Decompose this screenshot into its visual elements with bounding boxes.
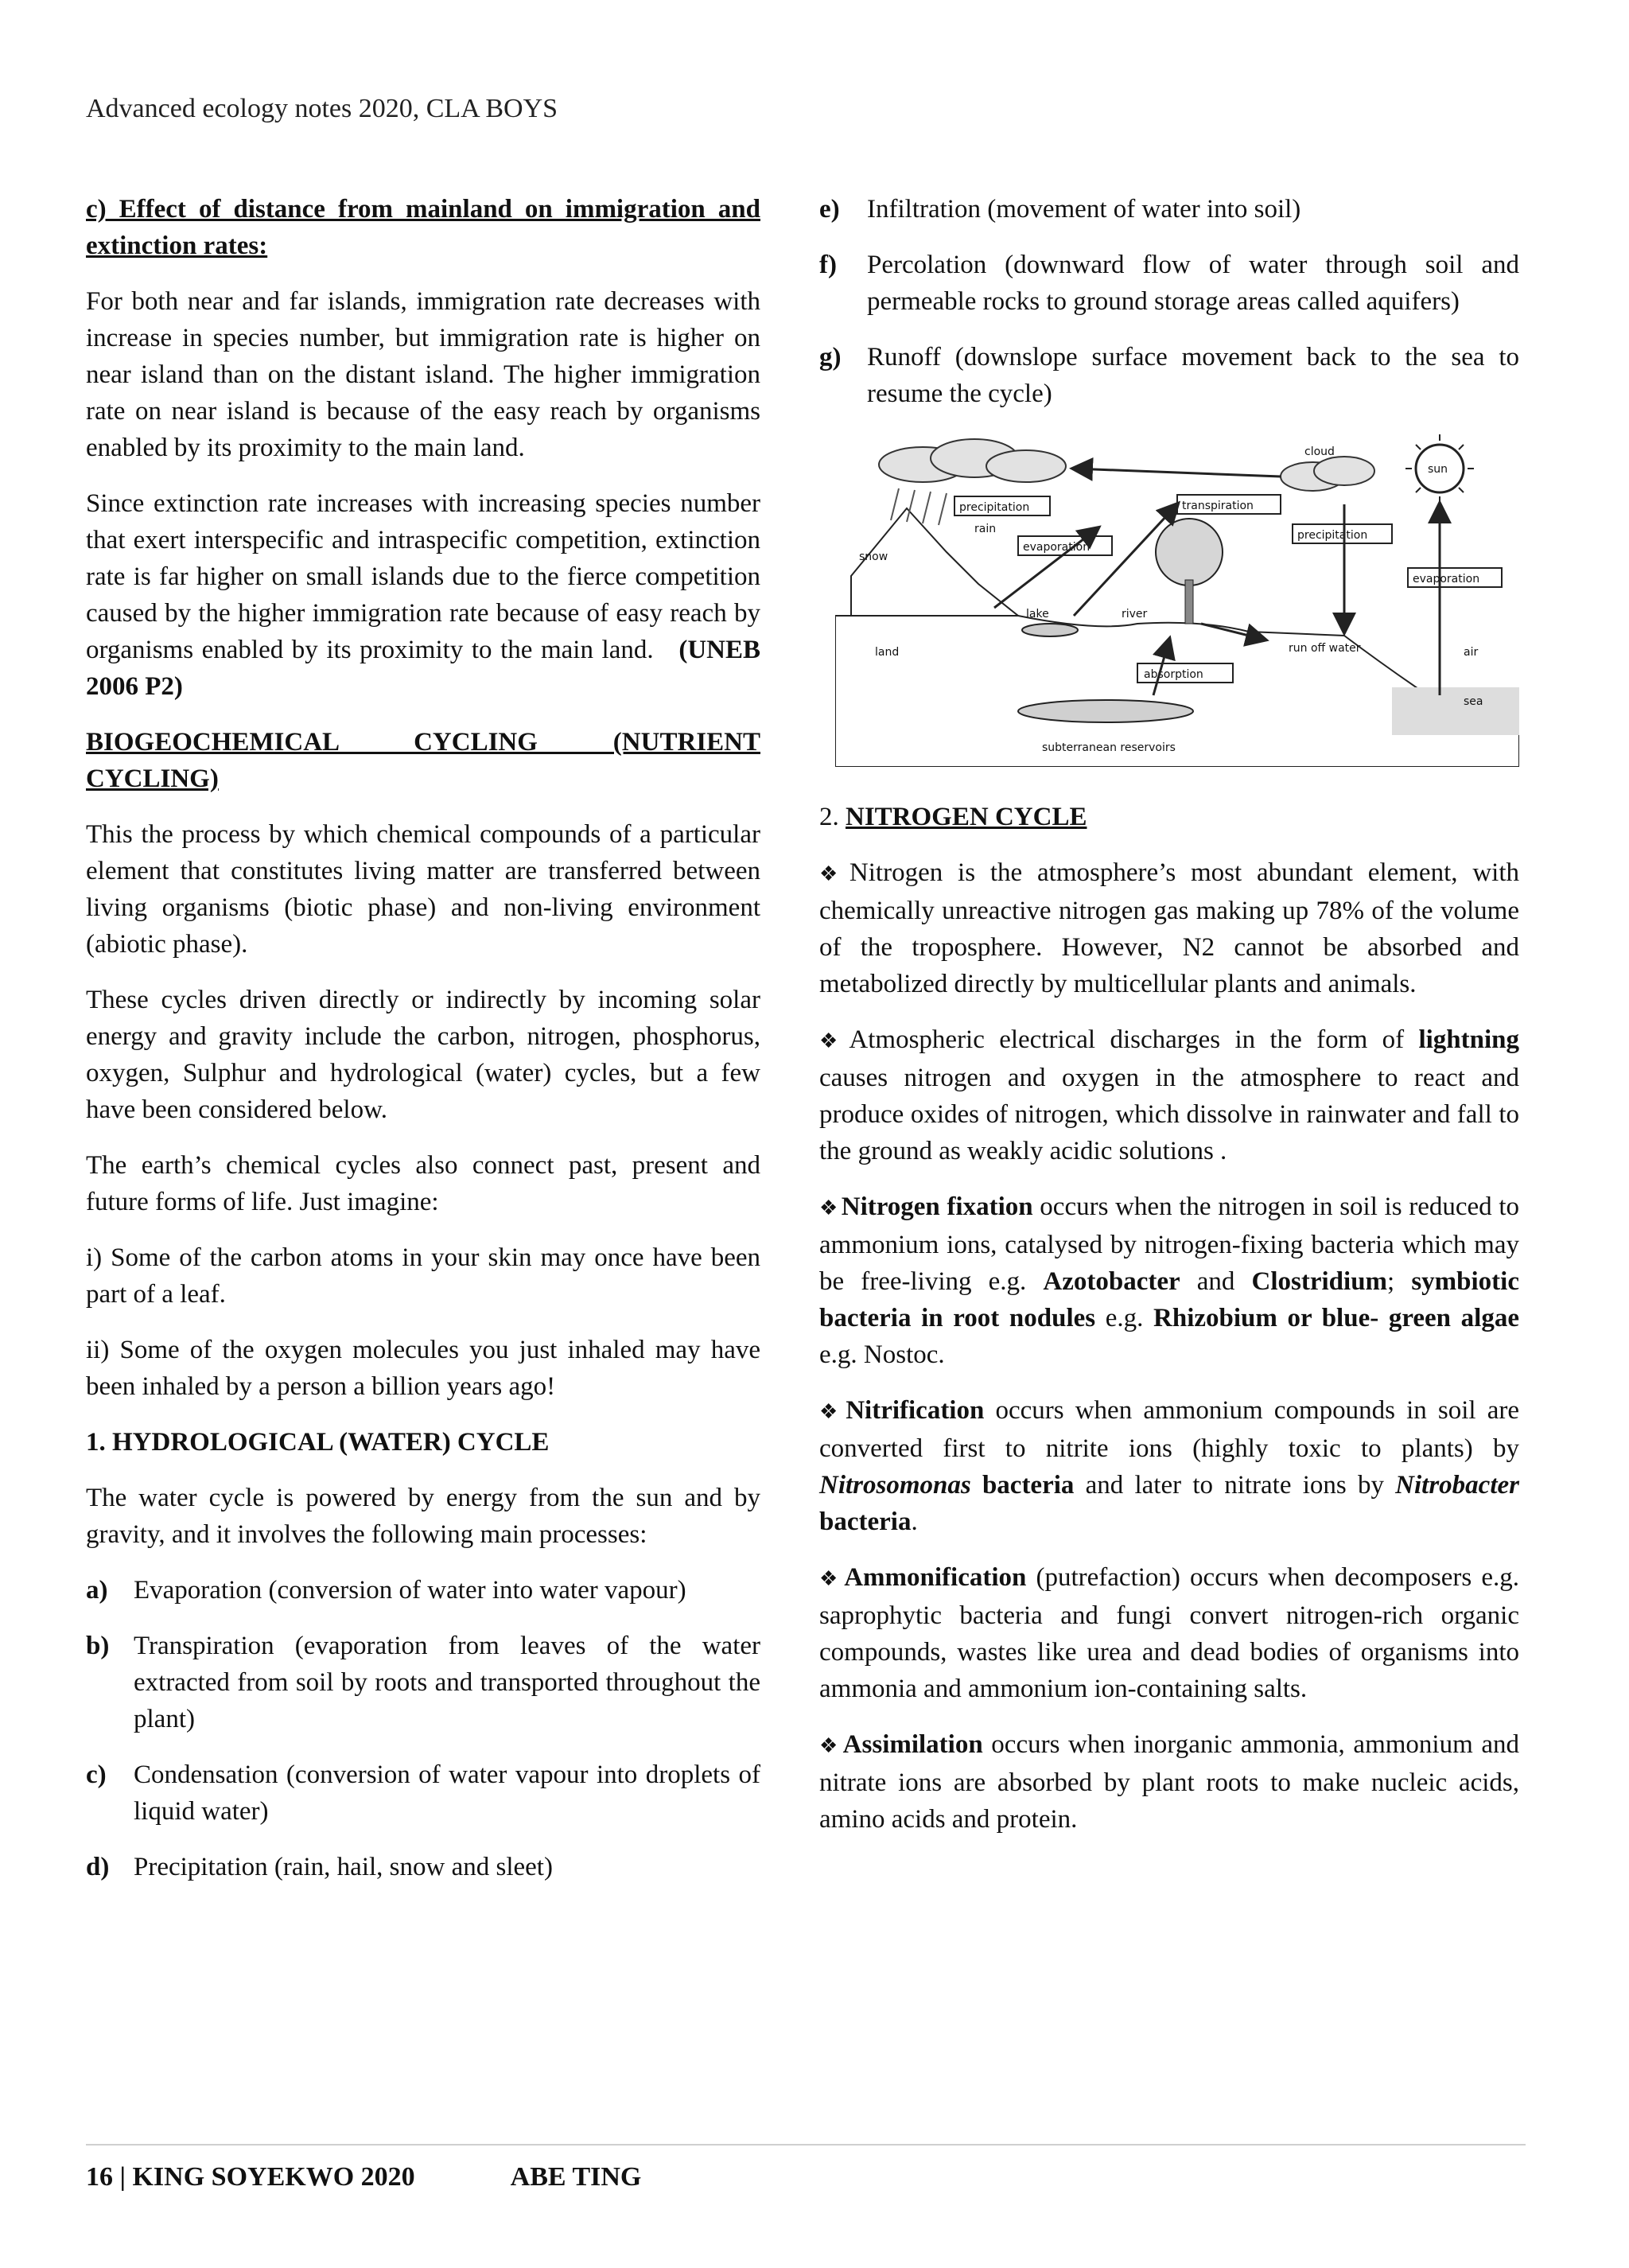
paragraph-oxygen: ii) Some of the oxygen molecules you just inhaled may have been inhaled by a person a billion years ago!: [86, 1336, 760, 1401]
right-column: [819, 191, 1519, 1857]
footer-page-info: 16 | KING SOYEKWO 2020: [86, 2162, 415, 2192]
paragraph-assimilation: [819, 1726, 1519, 1838]
list-text: Infiltration (movement of water into soil): [867, 195, 1301, 224]
fixation-text-h: e.g.: [1095, 1304, 1154, 1332]
uneb-reference: (UNEB 2006 P2): [86, 636, 761, 701]
list-label: g): [819, 343, 842, 372]
label-sun: sun: [1428, 463, 1448, 476]
term-nitrosomonas: Nitrosomonas: [819, 1471, 971, 1500]
label-air: air: [1464, 646, 1479, 659]
list-label: f): [819, 251, 837, 279]
label-land: land: [875, 646, 900, 659]
page-footer: [86, 2162, 641, 2192]
label-run-off-water: run off water: [1289, 642, 1361, 655]
label-cloud: cloud: [1304, 445, 1335, 458]
lake: [1022, 624, 1078, 636]
term-bacteria-1: bacteria: [970, 1471, 1075, 1500]
label-precipitation-right: precipitation: [1297, 529, 1368, 542]
label-absorption: absorption: [1144, 668, 1203, 681]
nitrogen-heading-number: 2.: [819, 803, 846, 831]
term-assimilation: Assimilation: [842, 1730, 983, 1759]
term-nitrification: Nitrification: [846, 1396, 985, 1425]
list-item: [86, 1628, 760, 1737]
lightning-term: lightning: [1418, 1025, 1520, 1054]
list-text: Transpiration (evaporation from leaves of the water extracted from soil by roots and transported throughout the plant): [134, 1632, 760, 1733]
ammonification-text: (putrefaction) occurs when decomposers e.g. saprophytic bacteria and fungi convert nitrogen-rich organic compounds, wastes like urea and dead bodies of organisms into ammonia and ammonium ion-containing salts.: [819, 1563, 1519, 1703]
paragraph-definition: This the process by which chemical compounds of a particular element that constitutes living matter are transferred between living organisms (biotic phase) and non-living environment (abiotic phase).: [86, 820, 760, 959]
assimilation-text: occurs when inorganic ammonia, ammonium and nitrate ions are absorbed by plant roots to make nucleic acids, amino acids and protein.: [819, 1730, 1519, 1834]
paragraph-carbon: i) Some of the carbon atoms in your skin may once have been part of a leaf.: [86, 1243, 760, 1309]
list-text: Runoff (downslope surface movement back to the sea to resume the cycle): [867, 343, 1519, 408]
lightning-text-a: Atmospheric electrical discharges in the form of: [849, 1025, 1419, 1054]
label-evaporation-right: evaporation: [1413, 573, 1480, 585]
paragraph-connect: The earth’s chemical cycles also connect past, present and future forms of life. Just imagine:: [86, 1151, 760, 1216]
list-label: a): [86, 1576, 108, 1605]
paragraph-ammonification: [819, 1559, 1519, 1707]
paragraph-extinction: [86, 485, 760, 705]
list-label: c): [86, 1760, 107, 1789]
label-precipitation-left: precipitation: [959, 501, 1030, 514]
list-item: [819, 339, 1519, 412]
term-ammonification: Ammonification: [844, 1563, 1027, 1592]
nitrification-text-b: occurs when ammonium compounds in soil are converted first to nitrite ions (highly toxic to plants) by: [819, 1396, 1519, 1463]
nitrification-text-e: and later to nitrate ions by: [1074, 1471, 1396, 1500]
section-c-heading: c) Effect of distance from mainland on immigration and extinction rates:: [86, 195, 760, 260]
biogeochemical-heading: BIOGEOCHEMICAL CYCLING (NUTRIENT CYCLING): [86, 728, 760, 793]
label-lake: lake: [1026, 608, 1049, 620]
list-text: Percolation (downward flow of water through soil and permeable rocks to ground storage areas called aquifers): [867, 251, 1519, 316]
list-item: [819, 191, 1519, 228]
paragraph-immigration: For both near and far islands, immigration rate decreases with increase in species number, but immigration rate is higher on near island than on the distant island. The higher immigration rate on near island is because of the easy reach by organisms enabled by its proximity to the main land.: [86, 287, 760, 462]
lightning-text-c: causes nitrogen and oxygen in the atmosphere to react and produce oxides of nitrogen, which dissolve in rainwater and fall to the ground as weakly acidic solutions .: [819, 1064, 1519, 1165]
paragraph-extinction-text: Since extinction rate increases with increasing species number that exert interspecific and intraspecific competition, extinction rate is far higher on small islands due to the fierce competition caused by the higher immigration rate because of easy reach by organisms enabled by its proximity to the main land.: [86, 489, 760, 664]
water-cycle-diagram: [835, 433, 1519, 767]
list-item: [86, 1756, 760, 1830]
fixation-text-f: ;: [1387, 1267, 1412, 1296]
term-azotobacter: Azotobacter: [1043, 1267, 1180, 1296]
paragraph-cycles: These cycles driven directly or indirectly by incoming solar energy and gravity include the carbon, nitrogen, phosphorus, oxygen, Sulphur and hydrological (water) cycles, but a few have been considered below.: [86, 986, 760, 1124]
label-snow: snow: [859, 550, 888, 563]
list-item: [86, 1572, 760, 1609]
nitrification-text-h: .: [911, 1507, 918, 1536]
left-cloud: [879, 439, 1066, 482]
nitrogen-heading-title: NITROGEN CYCLE: [846, 803, 1087, 831]
list-label: e): [819, 195, 840, 224]
footer-author: ABE TING: [510, 2162, 642, 2192]
tree: [1156, 519, 1223, 624]
fixation-text-d: and: [1180, 1267, 1252, 1296]
left-column: [86, 191, 760, 1904]
list-item: [86, 1849, 760, 1885]
paragraph-nitrogen-abundance: [819, 854, 1519, 1002]
list-item: [819, 247, 1519, 320]
term-nitrogen-fixation: Nitrogen fixation: [841, 1192, 1033, 1221]
term-nitrobacter: Nitrobacter: [1395, 1471, 1519, 1500]
paragraph-water-cycle: The water cycle is powered by energy from the sun and by gravity, and it involves the following main processes:: [86, 1484, 760, 1549]
term-symbiotic-bacteria: symbiotic bacteria in root nodules: [819, 1267, 1519, 1332]
label-river: river: [1122, 608, 1148, 620]
fixation-text-b: occurs when the nitrogen in soil is reduced to ammonium ions, catalysed by nitrogen-fixing bacteria which may be free-living e.g.: [819, 1192, 1519, 1296]
label-transpiration: transpiration: [1182, 500, 1254, 512]
fixation-text-j: e.g. Nostoc.: [819, 1340, 945, 1369]
sea: [1392, 687, 1519, 735]
list-text: Evaporation (conversion of water into water vapour): [134, 1576, 686, 1605]
label-evaporation-left: evaporation: [1023, 541, 1091, 554]
paragraph-nitrogen-fixation: [819, 1188, 1519, 1373]
list-label: d): [86, 1853, 110, 1881]
nitrogen-heading: [819, 799, 1519, 835]
hydrological-heading: 1. HYDROLOGICAL (WATER) CYCLE: [86, 1428, 550, 1457]
term-clostridium: Clostridium: [1251, 1267, 1388, 1296]
paragraph-nitrification: [819, 1392, 1519, 1540]
reservoir: [1018, 700, 1193, 722]
label-sea: sea: [1464, 695, 1483, 708]
nitrogen-abundance-text: Nitrogen is the atmosphere’s most abundant element, with chemically unreactive nitrogen gas making up 78% of the volume of the troposphere. However, N2 cannot be absorbed and metabolized directly by multicellular plants and animals.: [819, 858, 1520, 998]
term-bacteria-2: bacteria: [819, 1507, 912, 1536]
list-label: b): [86, 1632, 110, 1660]
page-header: Advanced ecology notes 2020, CLA BOYS: [86, 94, 558, 123]
term-rhizobium: Rhizobium or blue- green algae: [1153, 1304, 1519, 1332]
label-subterranean: subterranean reservoirs: [1042, 741, 1176, 754]
label-rain: rain: [974, 523, 997, 535]
list-text: Precipitation (rain, hail, snow and sleet): [134, 1853, 553, 1881]
right-cloud: [1281, 457, 1374, 491]
footer-divider: [86, 2144, 1526, 2145]
list-text: Condensation (conversion of water vapour into droplets of liquid water): [134, 1760, 760, 1826]
paragraph-lightning: [819, 1021, 1519, 1169]
